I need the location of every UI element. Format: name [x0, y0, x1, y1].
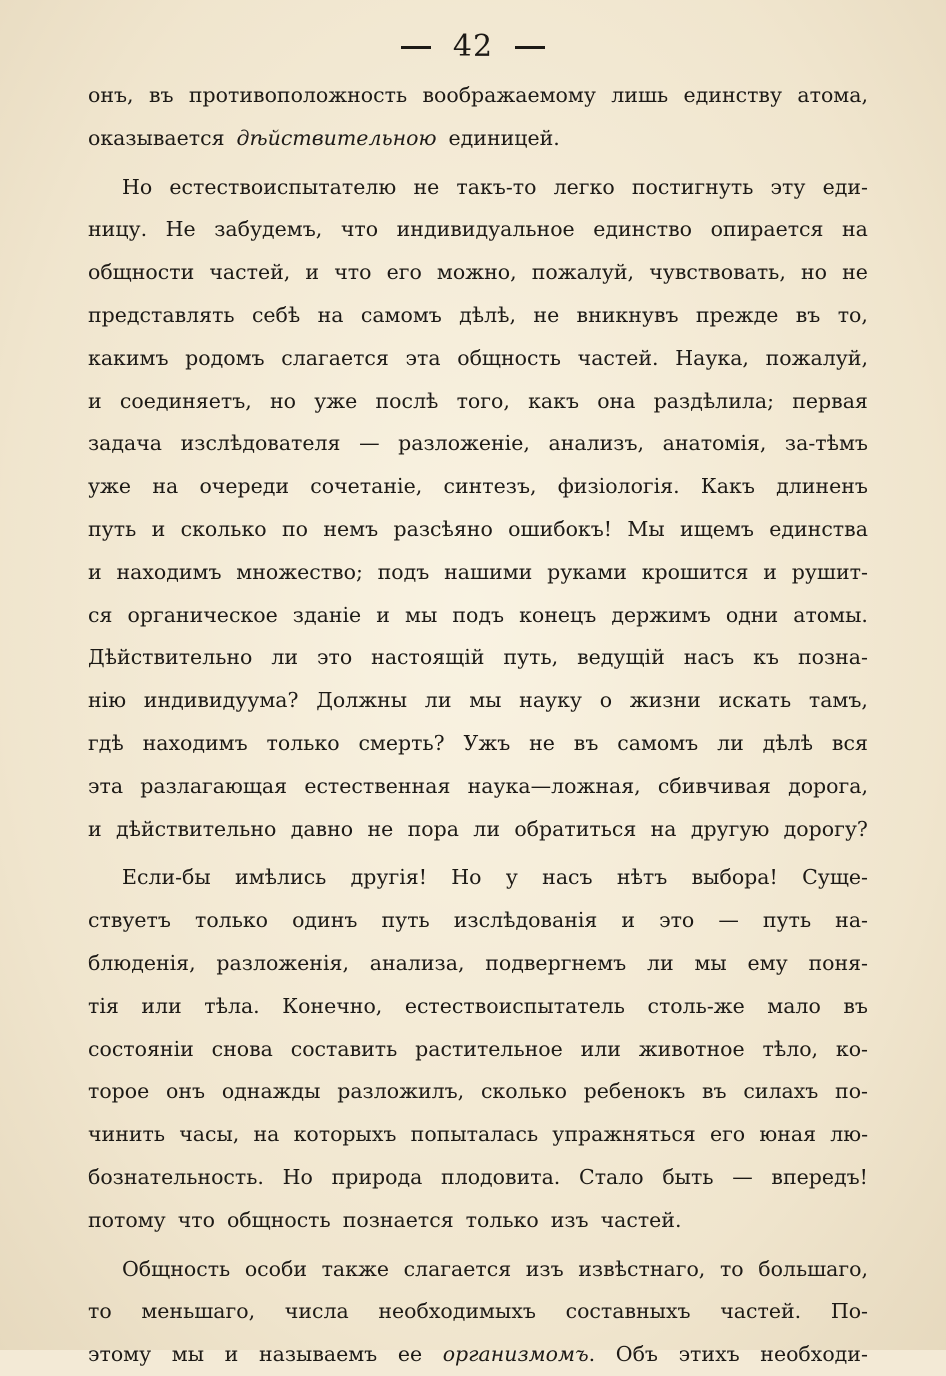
word: подъ	[452, 602, 505, 627]
word: ищемъ	[680, 516, 754, 541]
word: плодовита.	[441, 1164, 561, 1189]
word: какъ	[528, 388, 579, 413]
word: —	[732, 1164, 753, 1189]
word: частей.	[600, 1207, 682, 1232]
word: давно	[290, 816, 354, 841]
word: другую	[690, 816, 770, 841]
word: за-тѣмъ	[784, 431, 868, 456]
word: единство	[593, 217, 693, 242]
word: и	[621, 908, 636, 933]
word: пожалуй,	[765, 345, 868, 370]
word: упражняться	[552, 1122, 696, 1147]
word: это	[317, 645, 353, 670]
word: тія	[88, 993, 119, 1018]
word: лю-	[830, 1122, 868, 1147]
word: нѣтъ	[616, 865, 668, 890]
word: естественная	[304, 773, 451, 798]
word: большаго,	[758, 1256, 868, 1281]
body-text	[88, 74, 868, 1376]
word: какимъ	[88, 345, 169, 370]
word: длиненъ	[776, 474, 868, 499]
word: этихъ	[678, 1342, 740, 1367]
text-line	[88, 765, 868, 808]
word: послѣ	[375, 388, 439, 413]
word: Но	[451, 865, 482, 890]
text-line	[88, 422, 868, 465]
word: Не	[165, 217, 196, 242]
word: и	[151, 516, 166, 541]
word: составныхъ	[565, 1299, 691, 1324]
word: конецъ	[519, 602, 597, 627]
word: мы	[171, 1342, 205, 1367]
word: организмомъ.	[442, 1342, 596, 1367]
word: въ	[843, 993, 868, 1018]
text-line	[88, 465, 868, 508]
word: по-	[835, 1079, 868, 1104]
word: настоящій	[371, 645, 485, 670]
word: одни	[725, 602, 779, 627]
word: анатомія,	[662, 431, 767, 456]
word: меньшаго,	[141, 1299, 256, 1324]
word: и	[305, 260, 320, 285]
word: сбивчивая	[657, 773, 771, 798]
word: изслѣдованія	[453, 908, 598, 933]
word: подвергнемъ	[485, 950, 627, 975]
word: постигнуть	[631, 174, 754, 199]
text-line	[88, 117, 868, 160]
word: разложилъ,	[337, 1079, 465, 1104]
text-line	[88, 1070, 868, 1113]
word: Если-бы	[122, 865, 211, 890]
word: извѣстнаго,	[578, 1256, 706, 1281]
word: обратиться	[514, 816, 637, 841]
word: ли	[424, 688, 452, 713]
word: гдѣ	[88, 730, 124, 755]
word: нію	[88, 688, 127, 713]
word: мы	[694, 950, 727, 975]
word: называемъ	[258, 1342, 378, 1367]
text-line	[88, 1199, 868, 1242]
word: —	[718, 908, 739, 933]
word: путь	[762, 908, 812, 933]
word: самомъ	[360, 302, 442, 327]
text-line	[88, 985, 868, 1028]
word: особи	[244, 1256, 307, 1281]
text-line	[88, 594, 868, 637]
text-line	[88, 551, 868, 594]
word: она	[597, 388, 636, 413]
page-number: 42	[452, 29, 494, 64]
word: впередъ!	[771, 1164, 868, 1189]
word: необходимыхъ	[378, 1299, 536, 1324]
word: только	[195, 908, 269, 933]
text-line	[88, 166, 868, 209]
word: ницу.	[88, 217, 148, 242]
text-line	[88, 508, 868, 551]
text-line	[88, 1156, 868, 1199]
word: что	[340, 217, 379, 242]
word: задача	[88, 431, 163, 456]
word: къ	[753, 645, 779, 670]
word: индивидуума?	[143, 688, 299, 713]
word: себѣ	[251, 302, 301, 327]
word: Общность	[122, 1256, 231, 1281]
word: этому	[88, 1342, 152, 1367]
word: часы,	[179, 1122, 240, 1147]
word: блюденія,	[88, 950, 196, 975]
word: но	[269, 388, 296, 413]
word: также	[321, 1256, 389, 1281]
word: руками	[547, 559, 627, 584]
word: —	[359, 431, 380, 456]
word: уже	[314, 388, 358, 413]
word: не	[413, 174, 440, 199]
word: однажды	[221, 1079, 321, 1104]
word: торое	[88, 1079, 150, 1104]
word: очереди	[199, 474, 290, 499]
word: анализъ,	[548, 431, 645, 456]
word: на	[650, 816, 677, 841]
word: путь,	[503, 645, 559, 670]
word: чинить	[88, 1122, 166, 1147]
word: числа	[284, 1299, 349, 1324]
text-line	[88, 1248, 868, 1291]
word: не	[529, 730, 555, 755]
word: слагается	[403, 1256, 512, 1281]
word: на-	[835, 908, 868, 933]
text-line	[88, 1333, 868, 1376]
word: дѣлѣ,	[459, 302, 517, 327]
word: самомъ	[617, 730, 699, 755]
word: разлагающая	[140, 773, 288, 798]
word: только	[465, 1207, 539, 1232]
word: на	[152, 474, 179, 499]
word: потому	[88, 1207, 166, 1232]
word: поня-	[808, 950, 868, 975]
word: атома,	[797, 83, 868, 107]
word: что	[334, 260, 372, 285]
word: составить	[290, 1036, 398, 1061]
word: единицей.	[448, 125, 560, 150]
word: выбора!	[691, 865, 778, 890]
word: и	[224, 1342, 239, 1367]
word: изъ	[550, 1207, 589, 1232]
word: пора	[407, 816, 459, 841]
word: то,	[837, 302, 868, 327]
word: забудемъ,	[214, 217, 323, 242]
word: одинъ	[292, 908, 358, 933]
word: ошибокъ!	[508, 516, 613, 541]
word: это	[659, 908, 695, 933]
word: ли	[473, 816, 500, 841]
word: общности	[88, 260, 195, 285]
word: ли	[717, 730, 744, 755]
word: Наука,	[675, 345, 749, 370]
word: Конечно,	[282, 993, 383, 1018]
word: или	[580, 1036, 621, 1061]
word: не	[367, 816, 394, 841]
word: множество;	[236, 559, 363, 584]
word: синтезъ,	[443, 474, 537, 499]
word: на	[253, 1122, 280, 1147]
word: родомъ	[185, 345, 265, 370]
word: и	[376, 602, 390, 627]
text-line	[88, 337, 868, 380]
word: не	[533, 302, 560, 327]
word: юная	[759, 1122, 817, 1147]
word: общность	[226, 1207, 331, 1232]
word: по	[281, 516, 308, 541]
italic-word: дѣйствительною	[236, 125, 437, 150]
word: бознательность.	[88, 1164, 264, 1189]
word: находимъ	[116, 559, 222, 584]
word: общность	[457, 345, 561, 370]
word: естествоиспытателю	[169, 174, 397, 199]
text-line	[88, 380, 868, 423]
word: Дѣйствительно	[88, 645, 253, 670]
word: или	[141, 993, 182, 1018]
word: разложенія,	[216, 950, 349, 975]
word: нашими	[444, 559, 533, 584]
word: которыхъ	[293, 1122, 397, 1147]
word: пожалуй,	[531, 260, 635, 285]
word: въ	[795, 302, 821, 327]
word: сколько	[480, 1079, 567, 1104]
word: уже	[88, 474, 132, 499]
word: и	[763, 559, 777, 584]
word: ему	[747, 950, 788, 975]
word: индивидуальное	[396, 217, 575, 242]
word: держимъ	[611, 602, 711, 627]
word: ли	[647, 950, 674, 975]
word: науку	[519, 688, 582, 713]
word: тѣло,	[762, 1036, 819, 1061]
word: сколько	[180, 516, 267, 541]
word: По-	[830, 1299, 868, 1324]
word: представлять	[88, 302, 235, 327]
word: жизни	[629, 688, 701, 713]
word: эту	[770, 174, 806, 199]
word: находимъ	[142, 730, 248, 755]
word: анализа,	[369, 950, 465, 975]
word: ведущій	[577, 645, 665, 670]
word: ко-	[835, 1036, 868, 1061]
word: быть	[662, 1164, 714, 1189]
word: мы	[469, 688, 502, 713]
text-line	[88, 1290, 868, 1333]
word: о	[599, 688, 613, 713]
word: сочетаніе,	[310, 474, 423, 499]
word: мало	[767, 993, 821, 1018]
word: растительное	[415, 1036, 563, 1061]
word: онъ	[166, 1079, 206, 1104]
word: и	[88, 388, 102, 413]
word: дѣйствительно	[116, 816, 277, 841]
word: атомы.	[793, 602, 868, 627]
word: ся	[88, 602, 113, 627]
word: Ужъ	[463, 730, 511, 755]
word: чувствовать,	[649, 260, 786, 285]
word: онъ,	[88, 83, 134, 107]
word: дѣлѣ	[762, 730, 814, 755]
text-line	[88, 1113, 868, 1156]
word: частей,	[209, 260, 291, 285]
word: необходи-	[760, 1342, 868, 1367]
word: искать	[718, 688, 792, 713]
word: воображаемому	[422, 83, 596, 107]
word: въ	[701, 1079, 727, 1104]
word: Объ	[615, 1342, 658, 1367]
right-dash	[515, 46, 545, 49]
word: вникнувъ	[576, 302, 679, 327]
word: изъ	[525, 1256, 564, 1281]
word: разложеніе,	[398, 431, 530, 456]
word: органическое	[127, 602, 278, 627]
word: физіологія.	[557, 474, 680, 499]
word: столь-же	[647, 993, 745, 1018]
word: раздѣлила;	[653, 388, 775, 413]
word: Какъ	[700, 474, 755, 499]
word: Мы	[627, 516, 665, 541]
text-line	[88, 251, 868, 294]
word: не	[842, 260, 868, 285]
word: слагается	[281, 345, 389, 370]
word: дорогу?	[783, 816, 868, 841]
word: на	[317, 302, 344, 327]
word: и	[88, 559, 102, 584]
word: Стало	[579, 1164, 644, 1189]
word: эта	[88, 773, 124, 798]
word: снова	[211, 1036, 273, 1061]
word: Но	[122, 174, 153, 199]
word: частей.	[720, 1299, 802, 1324]
word: естествоиспытатель	[404, 993, 625, 1018]
word: единству	[683, 83, 783, 107]
text-line	[88, 208, 868, 251]
word: въ	[148, 83, 174, 107]
word: крошится	[641, 559, 749, 584]
word: ствуетъ	[88, 908, 171, 933]
word: путь	[88, 516, 137, 541]
word: немъ	[323, 516, 379, 541]
word: подъ	[377, 559, 430, 584]
word: мы	[405, 602, 438, 627]
word: наука—ложная,	[467, 773, 641, 798]
word: позна-	[797, 645, 868, 670]
text-line	[88, 636, 868, 679]
word: природа	[331, 1164, 423, 1189]
italic-word: организмомъ	[442, 1342, 589, 1367]
word: единства	[769, 516, 868, 541]
word: насъ	[683, 645, 735, 670]
word: легко	[553, 174, 615, 199]
word: частей.	[577, 345, 659, 370]
word: разсѣяно	[393, 516, 493, 541]
left-dash	[401, 46, 431, 49]
word: вся	[831, 730, 868, 755]
text-line	[88, 679, 868, 722]
word: имѣлись	[235, 865, 327, 890]
word: изслѣдователя	[180, 431, 341, 456]
word: въ	[573, 730, 599, 755]
text-line	[88, 899, 868, 942]
word: соединяетъ,	[119, 388, 252, 413]
word: другія!	[350, 865, 427, 890]
text-line	[88, 294, 868, 337]
word: оказывается	[88, 125, 225, 150]
word: смерть?	[358, 730, 445, 755]
text-line	[88, 856, 868, 899]
word: силахъ	[743, 1079, 819, 1104]
text-line	[88, 1028, 868, 1071]
word: Должны	[316, 688, 408, 713]
word: то	[88, 1299, 112, 1324]
word: еди-	[822, 174, 868, 199]
word: опирается	[710, 217, 824, 242]
word: того,	[456, 388, 510, 413]
word: противоположность	[188, 83, 408, 107]
word: Но	[282, 1164, 313, 1189]
text-line	[88, 722, 868, 765]
word: и	[88, 816, 102, 841]
text-line	[88, 942, 868, 985]
word: Суще-	[802, 865, 868, 890]
word: прежде	[695, 302, 779, 327]
word: только	[266, 730, 340, 755]
word	[237, 117, 437, 160]
word: животное	[638, 1036, 745, 1061]
word: что	[177, 1207, 215, 1232]
word: попыталась	[410, 1122, 539, 1147]
word: ее	[397, 1342, 423, 1367]
word: дорога,	[788, 773, 868, 798]
word: его	[709, 1122, 746, 1147]
word: на	[842, 217, 868, 242]
word: у	[505, 865, 518, 890]
word: его	[386, 260, 422, 285]
page-header	[0, 22, 946, 72]
word: первая	[792, 388, 868, 413]
word: то	[719, 1256, 744, 1281]
word: тамъ,	[808, 688, 868, 713]
text-line	[88, 808, 868, 851]
word: тѣла.	[204, 993, 260, 1018]
word: ли	[271, 645, 299, 670]
word: познается	[342, 1207, 454, 1232]
text-line	[88, 74, 868, 117]
word: лишь	[611, 83, 669, 107]
word: такъ-то	[456, 174, 537, 199]
word: путь	[381, 908, 430, 933]
word: рушит-	[791, 559, 868, 584]
word: ребенокъ	[583, 1079, 686, 1104]
word: можно,	[436, 260, 517, 285]
word: но	[800, 260, 827, 285]
word: эта	[405, 345, 441, 370]
word: зданіе	[292, 602, 362, 627]
word: насъ	[542, 865, 593, 890]
word: состояніи	[88, 1036, 194, 1061]
